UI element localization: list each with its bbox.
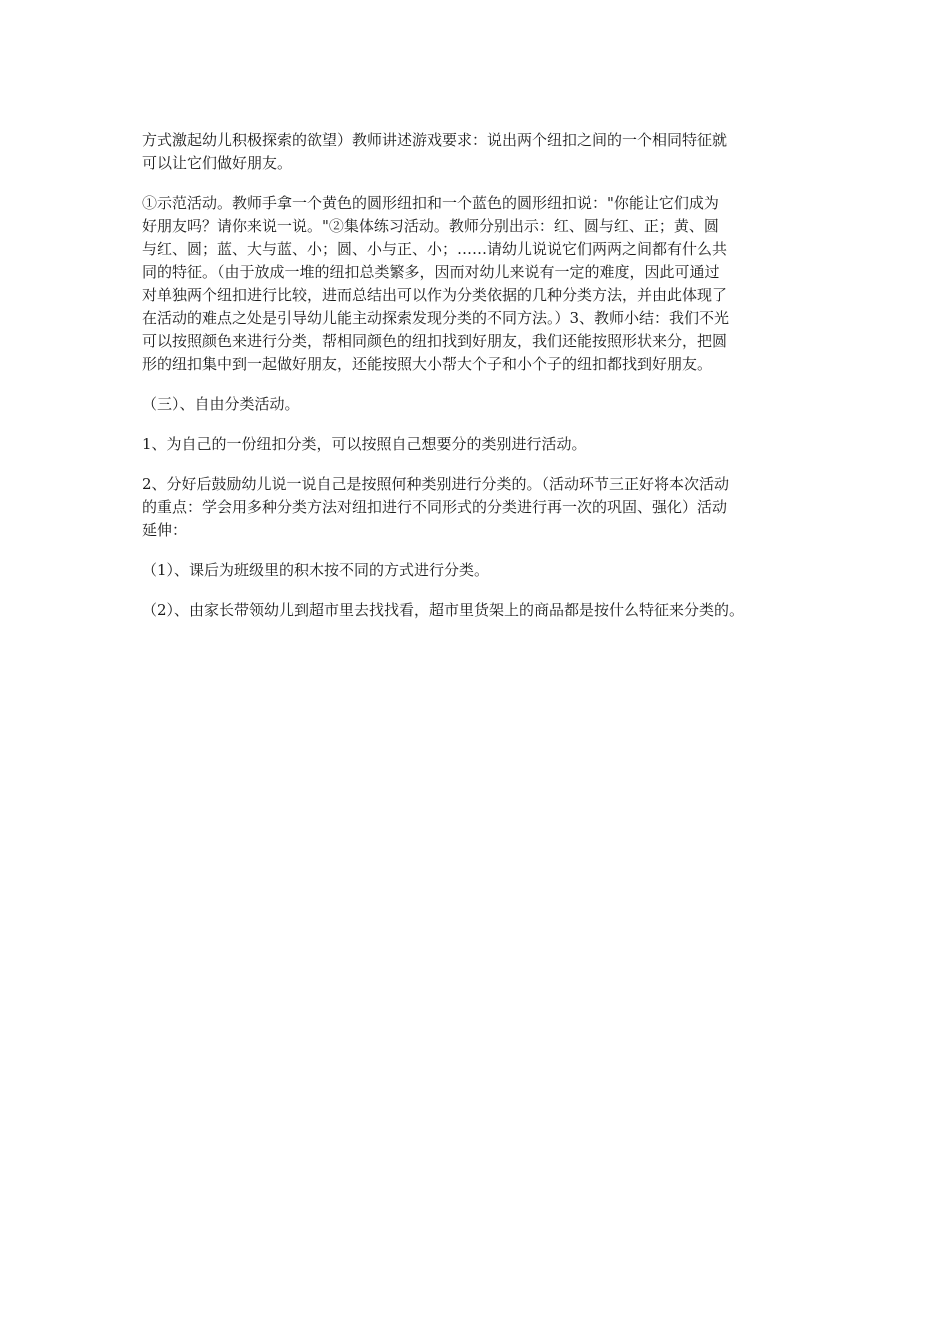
text-line: 好朋友吗？请你来说一说。"②集体练习活动。教师分别出示：红、圆与红、正；黄、圆 xyxy=(142,217,719,235)
text-line: 在活动的难点之处是引导幼儿能主动探索发现分类的不同方法。）3、教师小结：我们不光 xyxy=(142,309,730,327)
text-line: （三）、自由分类活动。 xyxy=(142,395,300,413)
text-line: 的重点：学会用多种分类方法对纽扣进行不同形式的分类进行再一次的巩固、强化）活动 xyxy=(142,498,728,516)
text-line: 延伸： xyxy=(142,521,188,539)
text-line: 形的纽扣集中到一起做好朋友，还能按照大小帮大个子和小个子的纽扣都找到好朋友。 xyxy=(142,355,713,373)
text-line: 可以按照颜色来进行分类，帮相同颜色的纽扣找到好朋友，我们还能按照形状来分，把圆 xyxy=(142,332,728,350)
paragraph-game-rules xyxy=(142,129,822,175)
text-line: （2）、由家长带领幼儿到超市里去找找看，超市里货架上的商品都是按什么特征来分类的。 xyxy=(142,601,745,619)
paragraph-step-1 xyxy=(142,433,822,456)
paragraph-demonstration xyxy=(142,192,822,376)
text-line: 可以让它们做好朋友。 xyxy=(142,154,293,172)
section-heading-free-classification xyxy=(142,393,822,416)
document-body xyxy=(142,129,822,639)
text-line: 与红、圆；蓝、大与蓝、小；圆、小与正、小；……请幼儿说说它们两两之间都有什么共 xyxy=(142,240,728,258)
paragraph-extension-1 xyxy=(142,559,822,582)
text-line: （1）、课后为班级里的积木按不同的方式进行分类。 xyxy=(142,561,490,579)
paragraph-extension-2 xyxy=(142,599,822,622)
text-line: 方式激起幼儿积极探索的欲望）教师讲述游戏要求：说出两个纽扣之间的一个相同特征就 xyxy=(142,131,728,149)
paragraph-step-2 xyxy=(142,473,822,542)
text-line: ①示范活动。教师手拿一个黄色的圆形纽扣和一个蓝色的圆形纽扣说："你能让它们成为 xyxy=(142,194,719,212)
text-line: 同的特征。（由于放成一堆的纽扣总类繁多，因而对幼儿来说有一定的难度，因此可通过 xyxy=(142,263,720,281)
text-line: 2、分好后鼓励幼儿说一说自己是按照何种类别进行分类的。（活动环节三正好将本次活动 xyxy=(142,475,730,493)
text-line: 对单独两个纽扣进行比较，进而总结出可以作为分类依据的几种分类方法，并由此体现了 xyxy=(142,286,728,304)
text-line: 1、为自己的一份纽扣分类，可以按照自己想要分的类别进行活动。 xyxy=(142,435,587,453)
